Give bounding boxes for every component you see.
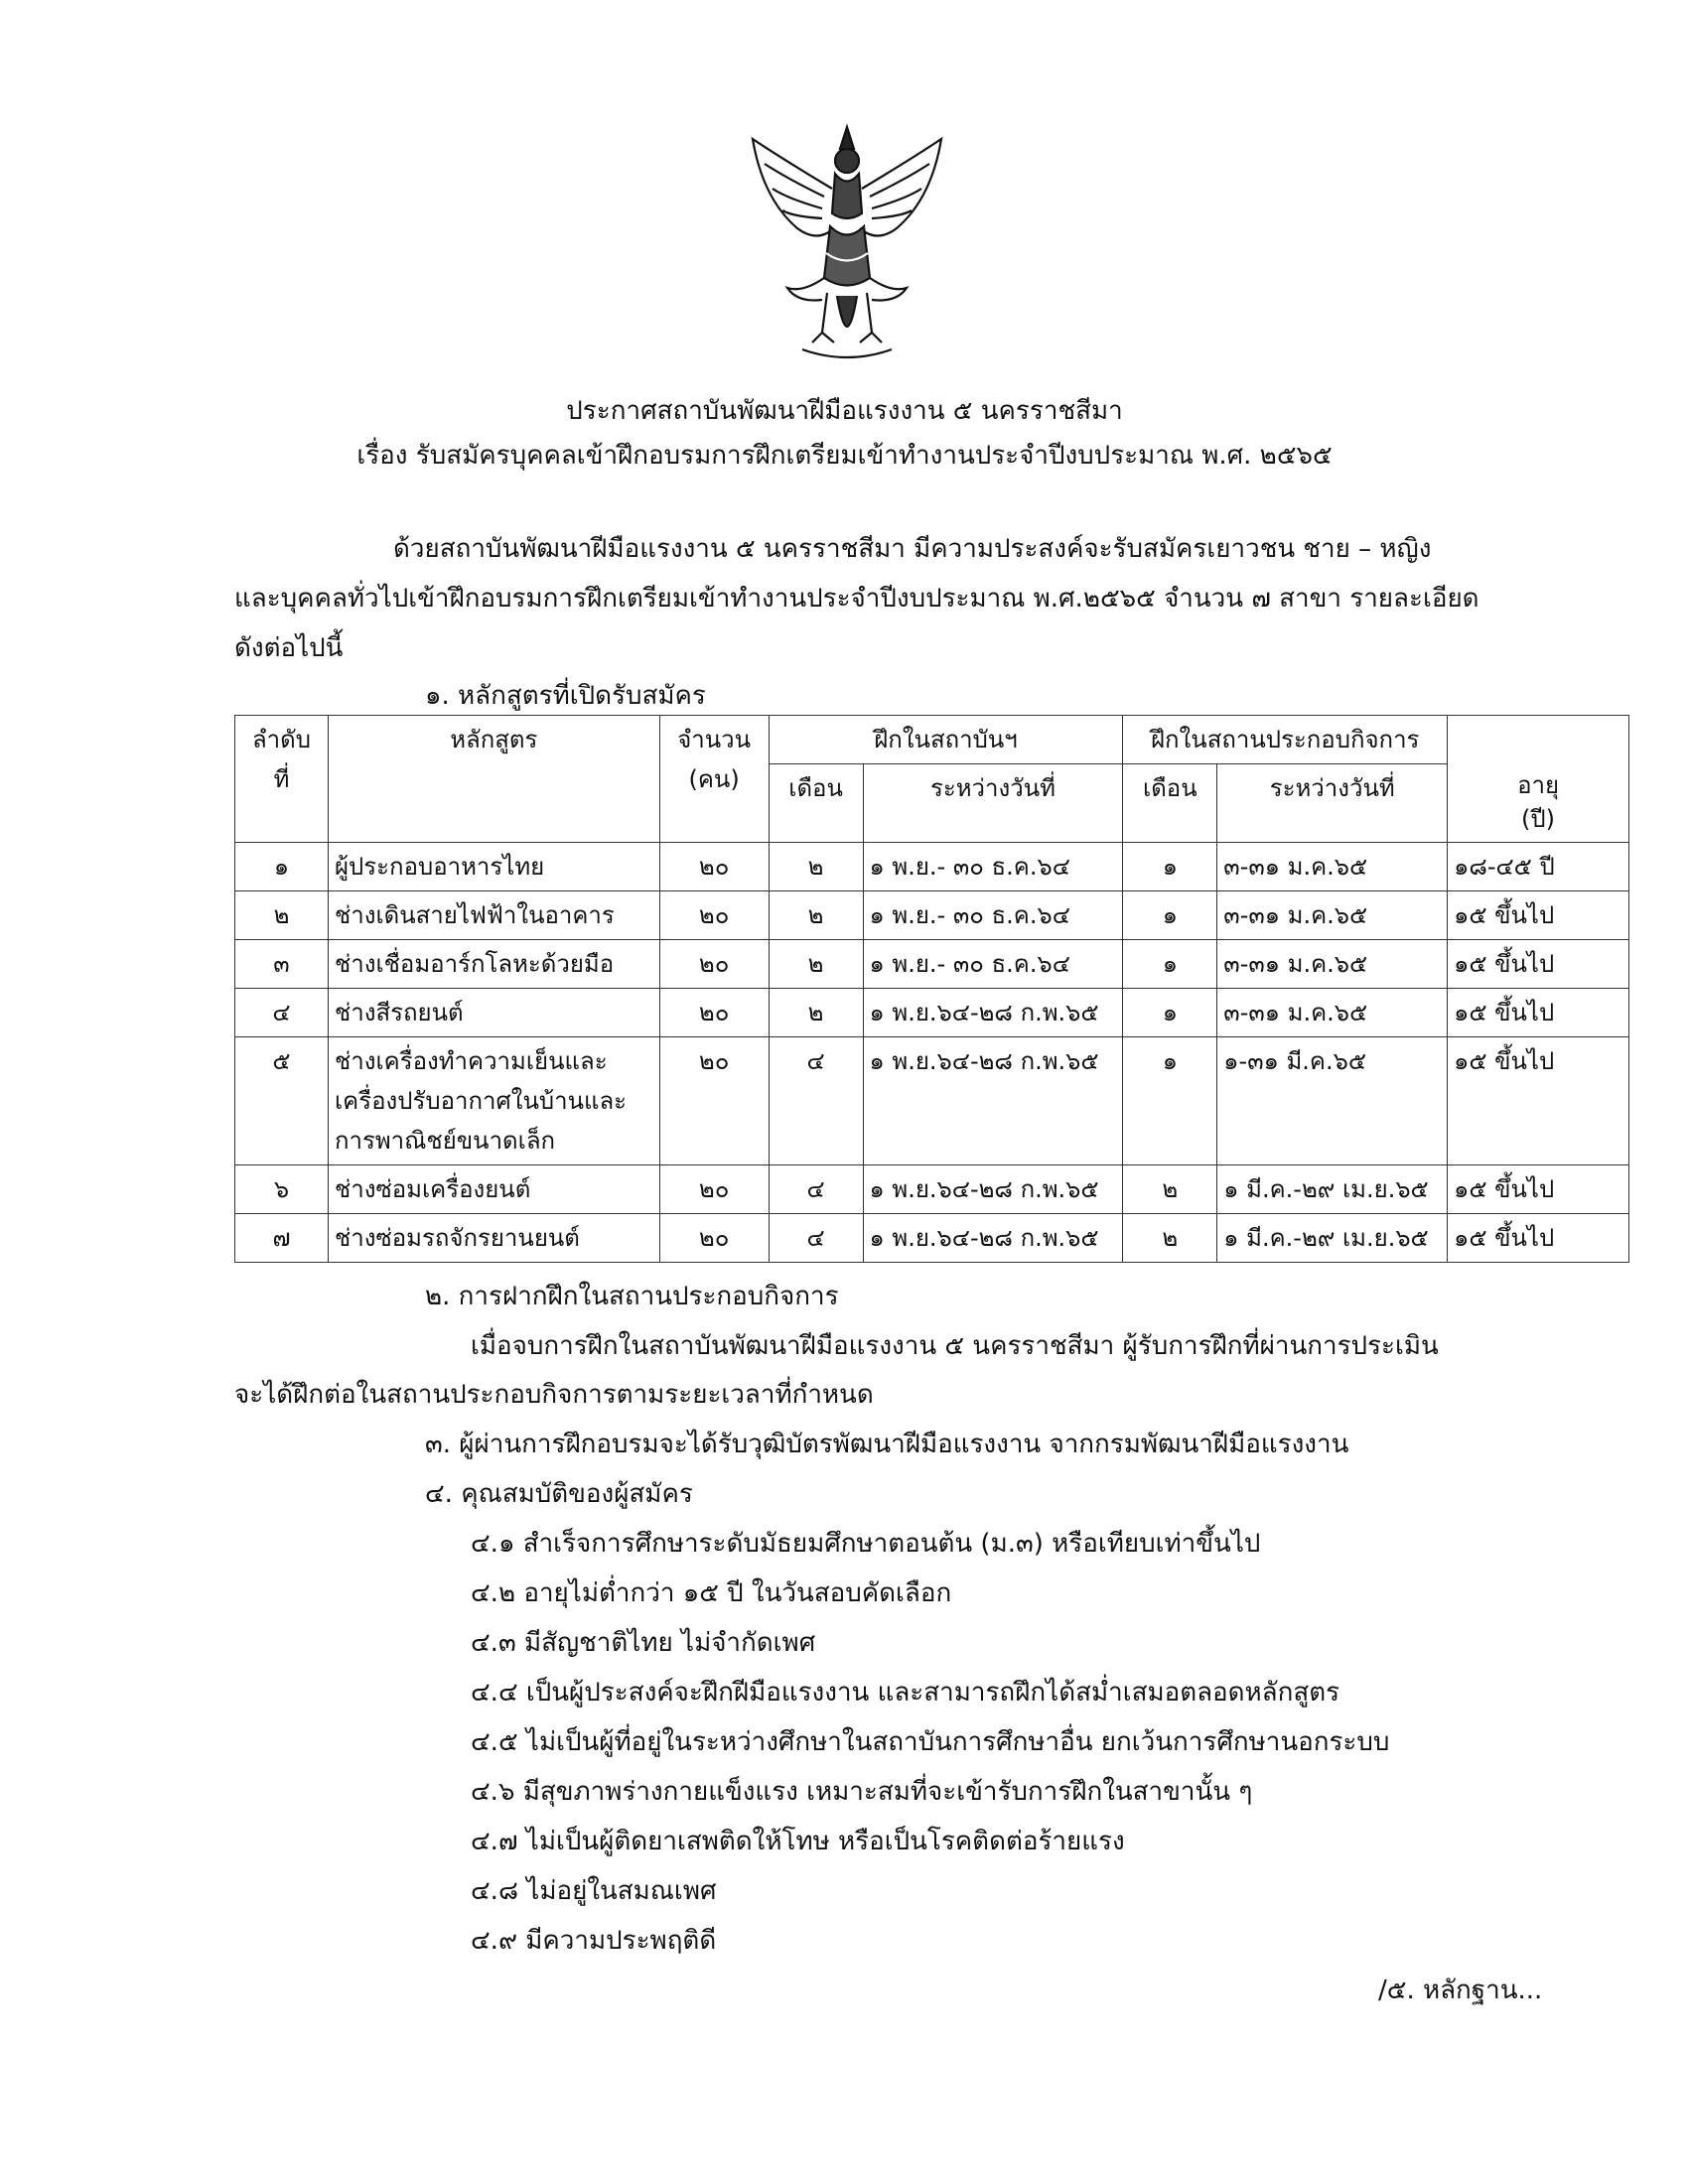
header-count: จำนวน (คน) <box>659 716 769 843</box>
header-order: ลำดับ ที่ <box>235 716 329 843</box>
section-heading: ๑. หลักสูตรที่เปิดรับสมัคร <box>425 681 706 711</box>
header-enterprise: ฝึกในสถานประกอบกิจการ <box>1123 716 1448 764</box>
table-row: ๓ ช่างเชื่อมอาร์กโลหะด้วยมือ ๒๐ ๒ ๑ พ.ย.- ๓๐ ธ.ค.๖๔ ๑ ๓-๓๑ ม.ค.๖๕ ๑๕ ขึ้นไป <box>235 940 1629 989</box>
qualification-item: ๔.๘ ไม่อยู่ในสมณเพศ <box>471 1876 717 1906</box>
section3-text: ๓. ผู้ผ่านการฝึกอบรมจะได้รับวุฒิบัตรพัฒนาฝีมือแรงงาน จากกรมพัฒนาฝีมือแรงงาน <box>425 1430 1349 1459</box>
section2-line: จะได้ฝึกต่อในสถานประกอบกิจการตามระยะเวลาที่กำหนด <box>234 1380 874 1410</box>
qualification-item: ๔.๓ มีสัญชาติไทย ไม่จำกัดเพศ <box>471 1628 816 1658</box>
table-row: ๔ ช่างสีรถยนต์ ๒๐ ๒ ๑ พ.ย.๖๔-๒๘ ก.พ.๖๕ ๑ ๓-๓๑ ม.ค.๖๕ ๑๕ ขึ้นไป <box>235 989 1629 1037</box>
table-row: ๒ ช่างเดินสายไฟฟ้าในอาคาร ๒๐ ๒ ๑ พ.ย.- ๓๐ ธ.ค.๖๔ ๑ ๓-๓๑ ม.ค.๖๕ ๑๕ ขึ้นไป <box>235 891 1629 940</box>
intro-line: ดังต่อไปนี้ <box>234 633 344 663</box>
qualification-item: ๔.๙ มีความประพฤติดี <box>471 1926 717 1956</box>
qualification-item: ๔.๒ อายุไม่ต่ำกว่า ๑๕ ปี ในวันสอบคัดเลือก <box>471 1578 952 1608</box>
table-header-row <box>235 716 1629 764</box>
table-row: ๗ ช่างซ่อมรถจักรยานยนต์ ๒๐ ๔ ๑ พ.ย.๖๔-๒๘ ก.พ.๖๕ ๒ ๑ มี.ค.-๒๙ เม.ย.๖๕ ๑๕ ขึ้นไป <box>235 1214 1629 1263</box>
intro-line: ด้วยสถาบันพัฒนาฝีมือแรงงาน ๕ นครราชสีมา มีความประสงค์จะรับสมัครเยาวชน ชาย – หญิง <box>393 534 1432 564</box>
header-ent-month: เดือน <box>1123 764 1217 843</box>
table-row: ๕ ช่างเครื่องทำความเย็นและ เครื่องปรับอากาศในบ้านและ การพาณิชย์ขนาดเล็ก ๒๐ ๔ ๑ พ.ย.๖๔-๒๘ ก.พ.๖๕ ๑ ๑-๓๑ มี.ค.๖๕ ๑๕ ขึ้นไป <box>235 1037 1629 1165</box>
qualification-item: ๔.๕ ไม่เป็นผู้ที่อยู่ในระหว่างศึกษาในสถาบันการศึกษาอื่น ยกเว้นการศึกษานอกระบบ <box>471 1727 1390 1757</box>
qualification-item: ๔.๔ เป็นผู้ประสงค์จะฝึกฝีมือแรงงาน และสามารถฝึกได้สม่ำเสมอตลอดหลักสูตร <box>471 1678 1340 1707</box>
table-row: ๖ ช่างซ่อมเครื่องยนต์ ๒๐ ๔ ๑ พ.ย.๖๔-๒๘ ก.พ.๖๕ ๒ ๑ มี.ค.-๒๙ เม.ย.๖๕ ๑๕ ขึ้นไป <box>235 1165 1629 1214</box>
section-heading: ๒. การฝากฝึกในสถานประกอบกิจการ <box>425 1282 839 1311</box>
continuation-note: /๕. หลักฐาน... <box>1378 1976 1543 2005</box>
header-course: หลักสูตร <box>328 716 659 843</box>
announcement-title: ประกาศสถาบันพัฒนาฝีมือแรงงาน ๕ นครราชสีมา <box>566 396 1123 426</box>
intro-line: และบุคคลทั่วไปเข้าฝึกอบรมการฝึกเตรียมเข้าทำงานประจำปีงบประมาณ พ.ศ.๒๕๖๕ จำนวน ๗ สาขา รายละเอียด <box>234 584 1479 614</box>
qualification-item: ๔.๖ มีสุขภาพร่างกายแข็งแรง เหมาะสมที่จะเข้ารับการฝึกในสาขานั้น ๆ <box>471 1777 1253 1807</box>
header-age: อายุ (ปี) <box>1448 764 1629 843</box>
table-row: ๑ ผู้ประกอบอาหารไทย ๒๐ ๒ ๑ พ.ย.- ๓๐ ธ.ค.๖๔ ๑ ๓-๓๑ ม.ค.๖๕ ๑๘-๔๕ ปี <box>235 843 1629 891</box>
header-ent-between: ระหว่างวันที่ <box>1217 764 1448 843</box>
header-inst-month: เดือน <box>769 764 863 843</box>
garuda-emblem-icon <box>743 119 951 367</box>
header-inst-between: ระหว่างวันที่ <box>863 764 1123 843</box>
announcement-subject: เรื่อง รับสมัครบุคคลเข้าฝึกอบรมการฝึกเตรียมเข้าทำงานประจำปีงบประมาณ พ.ศ. ๒๕๖๕ <box>356 441 1333 471</box>
header-age-top <box>1448 716 1629 764</box>
qualification-item: ๔.๗ ไม่เป็นผู้ติดยาเสพติดให้โทษ หรือเป็นโรคติดต่อร้ายแรง <box>471 1827 1125 1856</box>
header-institute: ฝึกในสถาบันฯ <box>769 716 1123 764</box>
qualification-item: ๔.๑ สำเร็จการศึกษาระดับมัธยมศึกษาตอนต้น (ม.๓) หรือเทียบเท่าขึ้นไป <box>471 1529 1261 1559</box>
courses-table <box>234 715 1629 1263</box>
section-heading: ๔. คุณสมบัติของผู้สมัคร <box>425 1479 693 1509</box>
section2-line: เมื่อจบการฝึกในสถาบันพัฒนาฝีมือแรงงาน ๕ นครราชสีมา ผู้รับการฝึกที่ผ่านการประเมิน <box>471 1331 1439 1361</box>
